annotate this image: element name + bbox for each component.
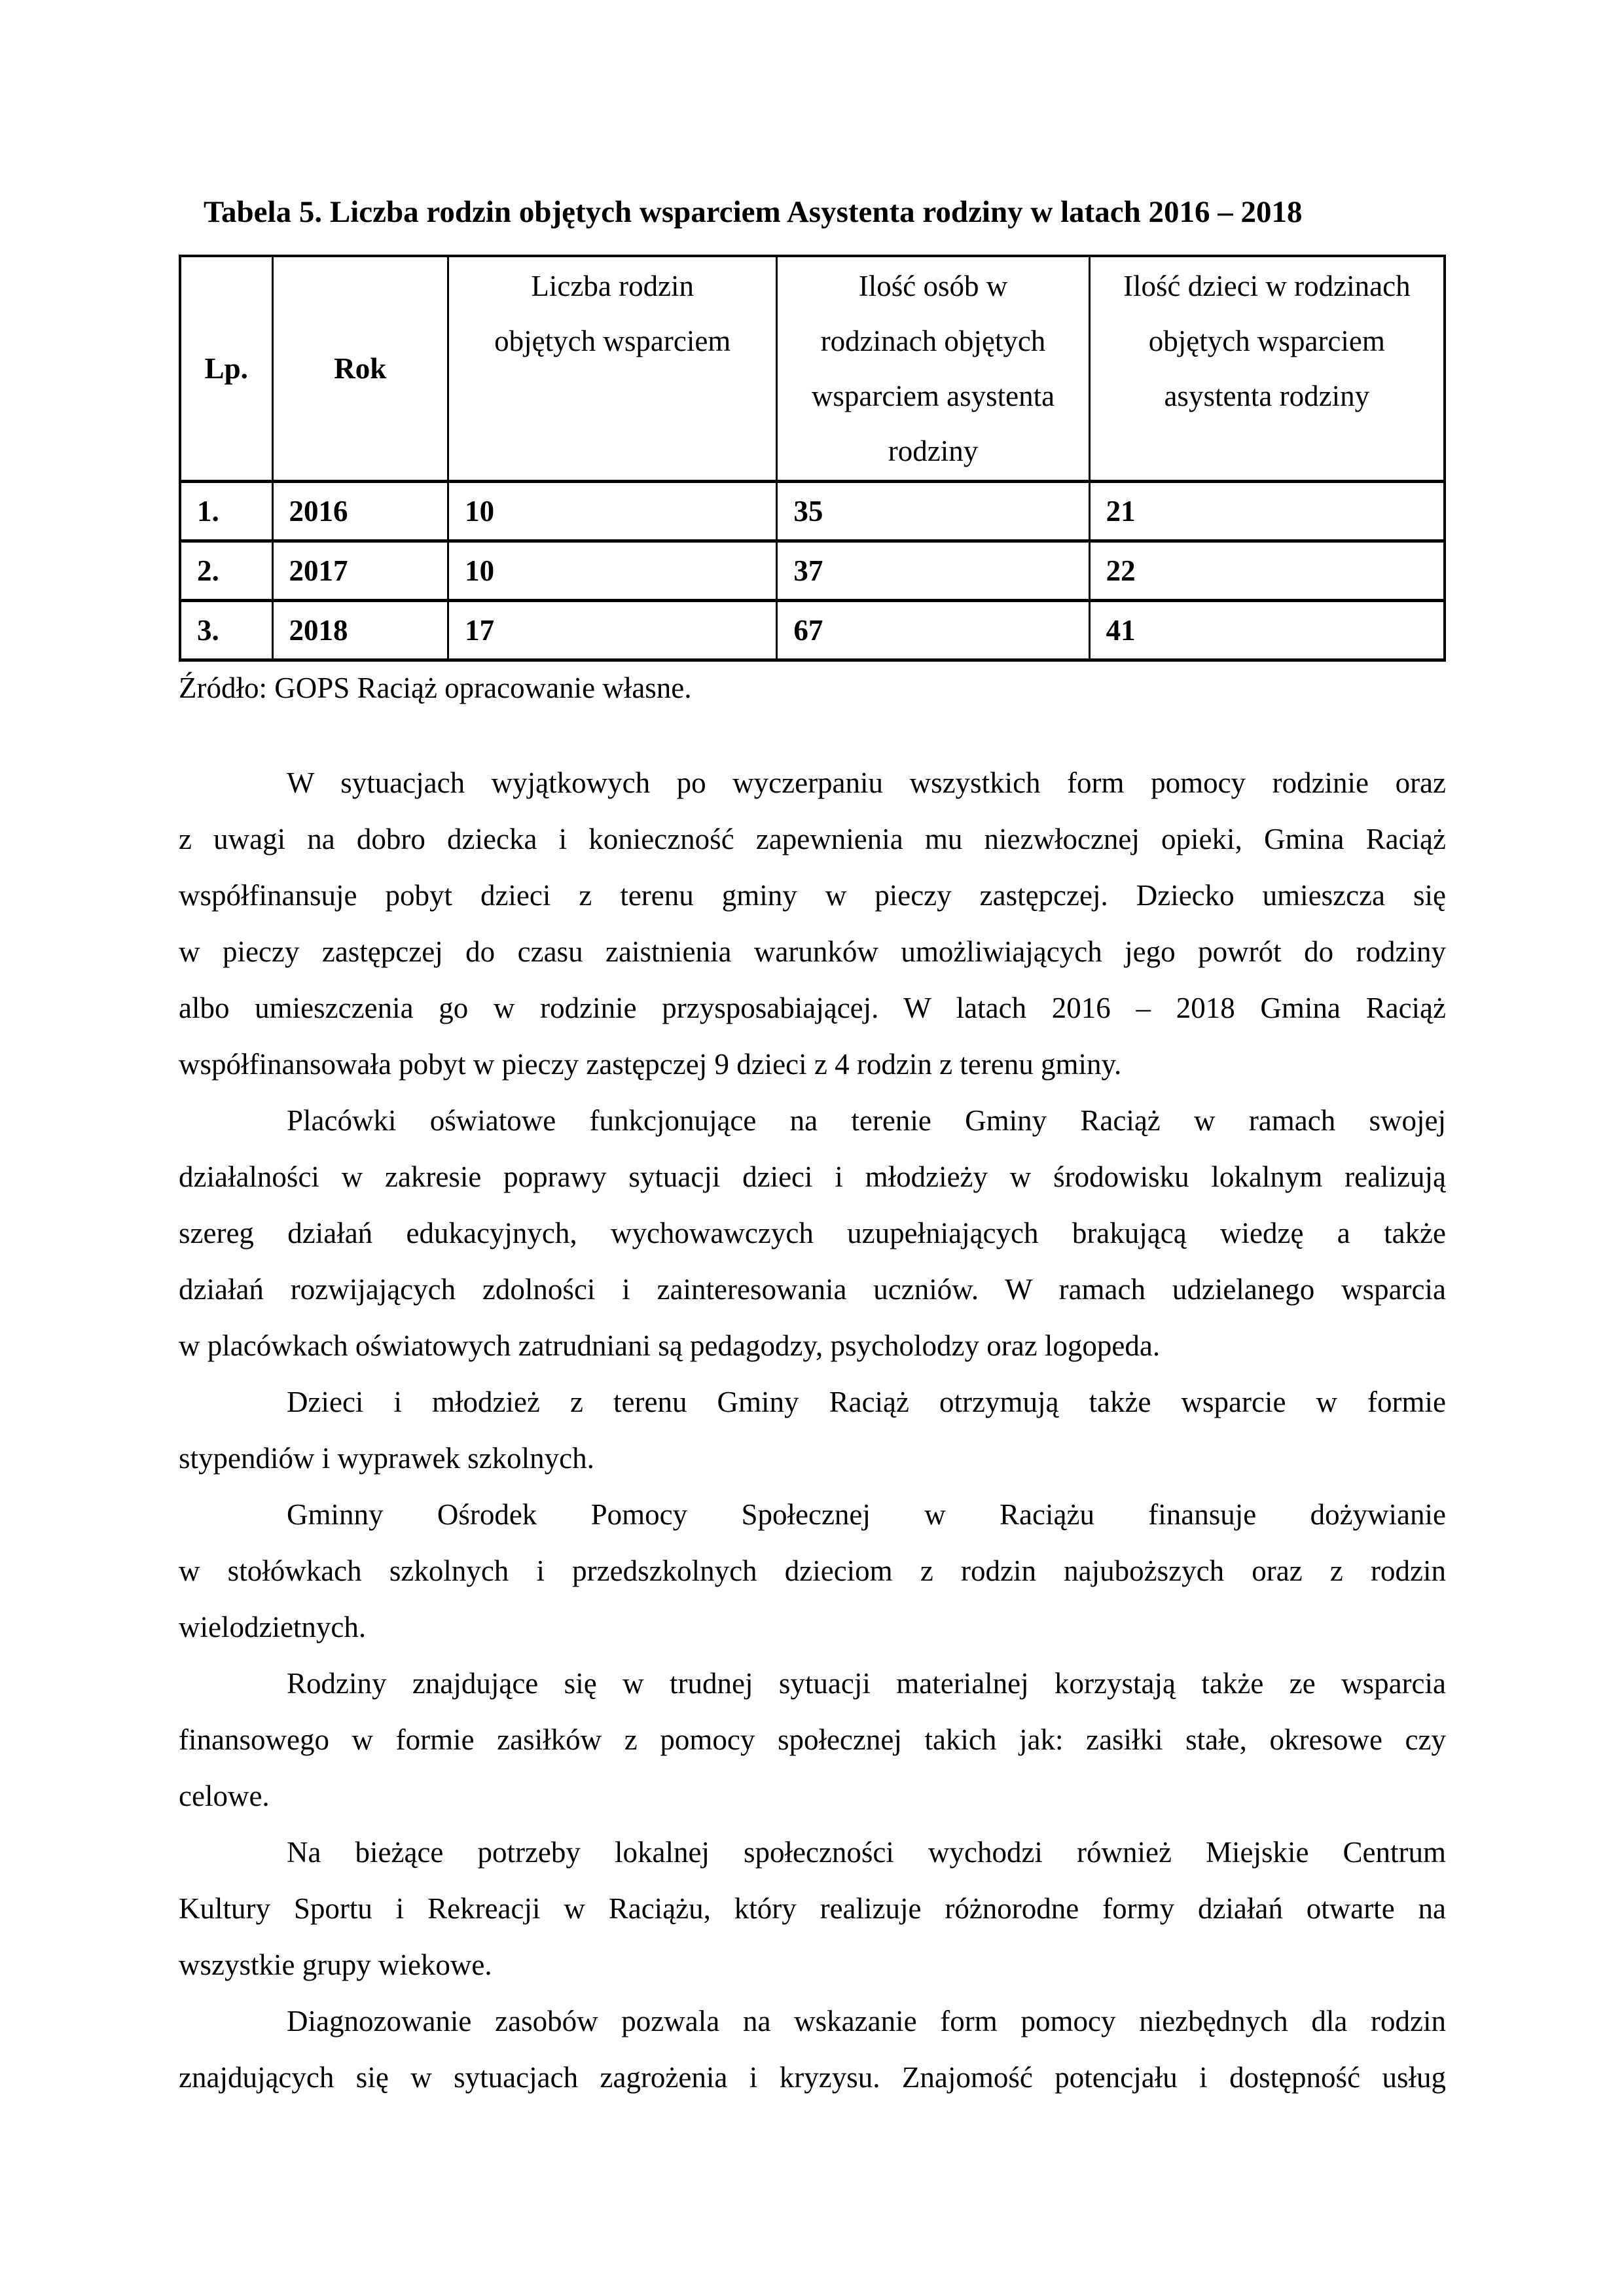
text-line: znajdujących się w sytuacjach zagrożenia i kryzysu. Znajomość potencjału i dostępność usług — [179, 2061, 1446, 2094]
text-line: wszystkie grupy wiekowe. — [179, 1948, 492, 1981]
text-line: w stołówkach szkolnych i przedszkolnych dzieciom z rodzin najuboższych oraz z rodzin — [179, 1554, 1446, 1587]
text-line: z uwagi na dobro dziecka i konieczność zapewnienia mu niezwłocznej opieki, Gmina Raciąż — [179, 823, 1446, 855]
text-line: Dzieci i młodzież z terenu Gminy Raciąż otrzymują także wsparcie w formie — [287, 1386, 1446, 1418]
table-header-row — [180, 256, 1445, 482]
table-cell: 2018 — [272, 601, 448, 660]
header-line: Ilość dzieci w rodzinach — [1123, 270, 1411, 302]
text-line: stypendiów i wyprawek szkolnych. — [179, 1442, 594, 1475]
table-cell: 37 — [777, 541, 1089, 601]
paragraph — [179, 1374, 1446, 1486]
table-cell: 3. — [180, 601, 272, 660]
text-line: Gminny Ośrodek Pomocy Społecznej w Raciążu finansuje dożywianie — [287, 1498, 1446, 1531]
data-table — [179, 255, 1446, 662]
text-line: Placówki oświatowe funkcjonujące na terenie Gminy Raciąż w ramach swojej — [287, 1104, 1446, 1137]
table-cell: 2016 — [272, 482, 448, 541]
text-line: Rodziny znajdujące się w trudnej sytuacji materialnej korzystają także ze wsparcia — [287, 1667, 1446, 1700]
table-cell: 21 — [1089, 482, 1445, 541]
text-line: w pieczy zastępczej do czasu zaistnienia warunków umożliwiających jego powrót do rodziny — [179, 935, 1446, 968]
paragraph — [179, 1993, 1446, 2106]
table-caption: Tabela 5. Liczba rodzin objętych wsparciem Asystenta rodziny w latach 2016 – 2018 — [204, 195, 1303, 229]
table-cell: 2. — [180, 541, 272, 601]
header-line: Rok — [334, 352, 387, 385]
paragraph — [179, 1655, 1446, 1824]
header-cell — [777, 256, 1089, 482]
header-line: rodziny — [888, 435, 979, 467]
table-cell: 10 — [448, 482, 777, 541]
table-cell: 22 — [1089, 541, 1445, 601]
table-cell: 1. — [180, 482, 272, 541]
table-row — [180, 601, 1445, 660]
header-line: Liczba rodzin — [531, 270, 695, 302]
table-cell: 2017 — [272, 541, 448, 601]
paragraph — [179, 1486, 1446, 1655]
table-row — [180, 541, 1445, 601]
paragraph — [179, 1092, 1446, 1374]
text-line: Diagnozowanie zasobów pozwala na wskazanie form pomocy niezbędnych dla rodzin — [287, 2005, 1446, 2037]
table-cell: 10 — [448, 541, 777, 601]
header-line: rodzinach objętych — [820, 325, 1046, 357]
table-body — [180, 482, 1445, 660]
text-line: celowe. — [179, 1780, 270, 1812]
paragraph — [179, 1824, 1446, 1993]
paragraph — [179, 755, 1446, 1092]
text-line: działalności w zakresie poprawy sytuacji dzieci i młodzieży w środowisku lokalnym realizują — [179, 1160, 1446, 1193]
text-line: współfinansowała pobyt w pieczy zastępczej 9 dzieci z 4 rodzin z terenu gminy. — [179, 1048, 1122, 1081]
text-line: finansowego w formie zasiłków z pomocy społecznej takich jak: zasiłki stałe, okresowe czy — [179, 1723, 1446, 1756]
text-line: w placówkach oświatowych zatrudniani są pedagodzy, psycholodzy oraz logopeda. — [179, 1329, 1161, 1362]
table-cell: 41 — [1089, 601, 1445, 660]
source-note: Źródło: GOPS Raciąż opracowanie własne. — [179, 672, 692, 704]
header-cell — [272, 256, 448, 482]
table-row — [180, 482, 1445, 541]
text-line: Na bieżące potrzeby lokalnej społeczności wychodzi również Miejskie Centrum — [287, 1836, 1446, 1869]
text-line: Kultury Sportu i Rekreacji w Raciążu, który realizuje różnorodne formy działań otwarte na — [179, 1892, 1446, 1925]
header-cell — [180, 256, 272, 482]
table-cell: 67 — [777, 601, 1089, 660]
text-line: działań rozwijających zdolności i zainteresowania uczniów. W ramach udzielanego wsparcia — [179, 1273, 1446, 1306]
text-line: współfinansuje pobyt dzieci z terenu gminy w pieczy zastępczej. Dziecko umieszcza się — [179, 879, 1446, 912]
header-line: objętych wsparciem — [494, 325, 731, 357]
header-line: asystenta rodziny — [1164, 380, 1370, 412]
text-line: albo umieszczenia go w rodzinie przysposabiającej. W latach 2016 – 2018 Gmina Raciąż — [179, 992, 1446, 1024]
header-cell — [1089, 256, 1445, 482]
paragraphs — [179, 755, 1446, 2106]
header-line: Ilość osób w — [858, 270, 1008, 302]
table-cell: 35 — [777, 482, 1089, 541]
header-cell — [448, 256, 777, 482]
text-line: wielodzietnych. — [179, 1611, 367, 1643]
text-line: szereg działań edukacyjnych, wychowawczych uzupełniających brakującą wiedzę a także — [179, 1217, 1446, 1249]
table-cell: 17 — [448, 601, 777, 660]
table-head — [180, 256, 1445, 482]
text-line: W sytuacjach wyjątkowych po wyczerpaniu wszystkich form pomocy rodzinie oraz — [287, 766, 1446, 799]
header-line: wsparciem asystenta — [811, 380, 1055, 412]
header-line: Lp. — [204, 352, 248, 385]
header-line: objętych wsparciem — [1148, 325, 1385, 357]
